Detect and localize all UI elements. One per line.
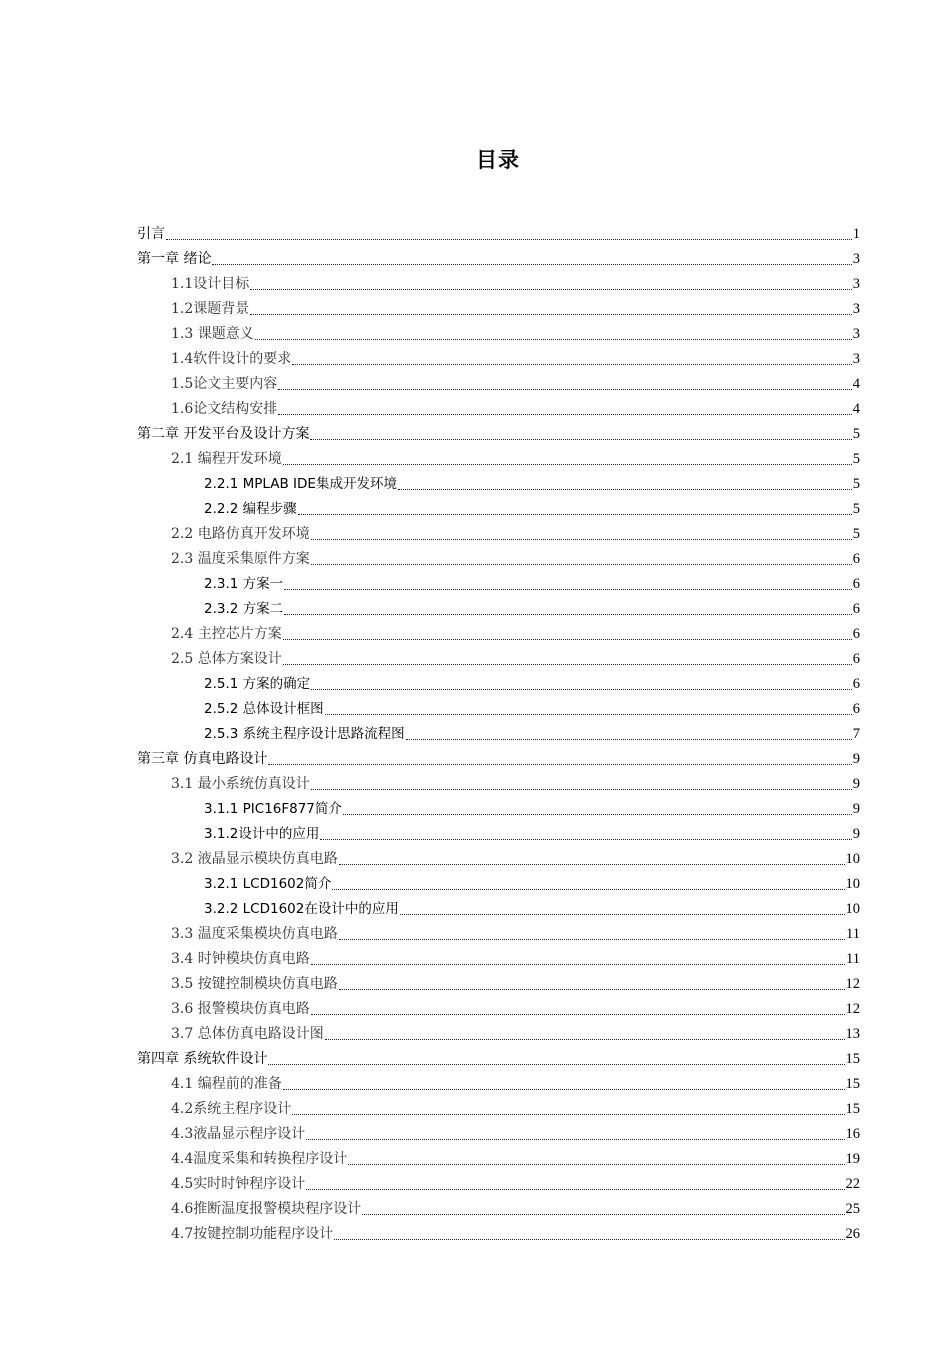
toc-entry-label: 4.2系统主程序设计 [171, 1101, 292, 1117]
dot-leader [166, 239, 852, 240]
dot-leader [310, 439, 851, 440]
dot-leader [406, 739, 852, 740]
toc-entry[interactable] [137, 347, 860, 372]
toc-entry-label: 3.1 最小系统仿真设计 [171, 776, 310, 792]
toc-entry[interactable] [137, 1197, 860, 1222]
toc-entry[interactable] [137, 897, 860, 922]
toc-entry-page-number: 5 [852, 501, 860, 517]
dot-leader [334, 1239, 844, 1240]
toc-entry-label: 4.5实时时钟程序设计 [171, 1176, 306, 1192]
toc-entry-label: 4.4温度采集和转换程序设计 [171, 1151, 348, 1167]
toc-entry-label: 第四章 系统软件设计 [137, 1051, 268, 1067]
toc-entry[interactable] [137, 1222, 860, 1247]
toc-entry-page-number: 11 [846, 926, 860, 942]
toc-entry-page-number: 6 [852, 676, 860, 692]
dot-leader [283, 1089, 845, 1090]
dot-leader [332, 889, 844, 890]
dot-leader [311, 564, 852, 565]
toc-entry[interactable] [137, 997, 860, 1022]
dot-leader [311, 689, 852, 690]
toc-entry-page-number: 9 [852, 751, 860, 767]
toc-entry[interactable] [137, 822, 860, 847]
dot-leader [311, 789, 852, 790]
dot-leader [284, 589, 852, 590]
toc-entry[interactable] [137, 247, 860, 272]
toc-entry-label: 2.2.1 MPLAB IDE集成开发环境 [204, 476, 397, 492]
dot-leader [339, 939, 845, 940]
toc-entry-page-number: 4 [852, 376, 860, 392]
toc-entry-page-number: 3 [852, 301, 860, 317]
toc-entry-label: 第一章 绪论 [137, 251, 212, 267]
dot-leader [250, 314, 851, 315]
toc-entry[interactable] [137, 847, 860, 872]
toc-entry[interactable] [137, 1147, 860, 1172]
toc-entry[interactable] [137, 747, 860, 772]
toc-entry-label: 3.4 时钟模块仿真电路 [171, 951, 310, 967]
toc-entry-page-number: 6 [852, 651, 860, 667]
toc-entry[interactable] [137, 947, 860, 972]
toc-entry-label: 2.2 电路仿真开发环境 [171, 526, 310, 542]
dot-leader [348, 1164, 844, 1165]
toc-entry[interactable] [137, 422, 860, 447]
toc-entry-page-number: 13 [845, 1026, 860, 1042]
dot-leader [292, 1114, 844, 1115]
toc-entry-label: 4.3液晶显示程序设计 [171, 1126, 306, 1142]
toc-entry-page-number: 7 [852, 726, 860, 742]
toc-entry-page-number: 10 [845, 876, 860, 892]
toc-entry[interactable] [137, 522, 860, 547]
toc-entry[interactable] [137, 922, 860, 947]
dot-leader [212, 264, 851, 265]
toc-entry[interactable] [137, 272, 860, 297]
dot-leader [362, 1214, 844, 1215]
toc-entry-page-number: 6 [852, 626, 860, 642]
dot-leader [325, 1039, 845, 1040]
dot-leader [283, 664, 852, 665]
toc-entry[interactable] [137, 797, 860, 822]
dot-leader [278, 414, 851, 415]
toc-entry-page-number: 10 [845, 901, 860, 917]
toc-entry-label: 2.5.3 系统主程序设计思路流程图 [204, 726, 405, 742]
toc-entry[interactable] [137, 1097, 860, 1122]
dot-leader [339, 989, 845, 990]
toc-entry-label: 1.6论文结构安排 [171, 401, 278, 417]
toc-entry-page-number: 9 [852, 826, 860, 842]
toc-entry[interactable] [137, 697, 860, 722]
toc-entry-label: 3.1.2设计中的应用 [204, 826, 320, 842]
toc-entry-page-number: 6 [852, 551, 860, 567]
dot-leader [339, 864, 845, 865]
toc-entry[interactable] [137, 647, 860, 672]
toc-entry-page-number: 9 [852, 776, 860, 792]
dot-leader [283, 639, 852, 640]
toc-entry-label: 3.7 总体仿真电路设计图 [171, 1026, 324, 1042]
toc-entry-label: 2.5.1 方案的确定 [204, 676, 311, 692]
dot-leader [311, 1014, 845, 1015]
toc-entry-page-number: 22 [845, 1176, 860, 1192]
toc-entry-label: 第二章 开发平台及设计方案 [137, 426, 310, 442]
toc-entry-label: 1.3 课题意义 [171, 326, 254, 342]
toc-entry-label: 4.7按键控制功能程序设计 [171, 1226, 334, 1242]
toc-entry-page-number: 12 [845, 1001, 860, 1017]
toc-entry[interactable] [137, 322, 860, 347]
toc-entry-page-number: 12 [845, 976, 860, 992]
table-of-contents [137, 222, 860, 1247]
toc-entry[interactable] [137, 872, 860, 897]
page-title: 目录 [476, 148, 520, 172]
toc-entry-page-number: 3 [852, 351, 860, 367]
toc-entry-label: 2.1 编程开发环境 [171, 451, 282, 467]
toc-entry-label: 3.2 液晶显示模块仿真电路 [171, 851, 338, 867]
dot-leader [268, 764, 851, 765]
toc-entry-label: 4.6推断温度报警模块程序设计 [171, 1201, 362, 1217]
toc-entry-page-number: 6 [852, 601, 860, 617]
dot-leader [292, 364, 851, 365]
dot-leader [320, 839, 851, 840]
toc-entry-page-number: 3 [852, 326, 860, 342]
toc-entry-page-number: 15 [845, 1051, 860, 1067]
toc-entry-page-number: 19 [845, 1151, 860, 1167]
toc-entry[interactable] [137, 772, 860, 797]
toc-entry[interactable] [137, 497, 860, 522]
toc-entry[interactable] [137, 972, 860, 997]
toc-entry-page-number: 6 [852, 701, 860, 717]
toc-entry-label: 1.2课题背景 [171, 301, 250, 317]
dot-leader [298, 514, 852, 515]
toc-entry-page-number: 15 [845, 1076, 860, 1092]
dot-leader [306, 1189, 844, 1190]
toc-entry-page-number: 3 [852, 251, 860, 267]
toc-entry[interactable] [137, 547, 860, 572]
dot-leader [400, 914, 845, 915]
toc-entry-label: 2.3.1 方案一 [204, 576, 284, 592]
dot-leader [255, 339, 852, 340]
toc-entry-label: 2.3 温度采集原件方案 [171, 551, 310, 567]
dot-leader [311, 964, 845, 965]
toc-entry-label: 2.2.2 编程步骤 [204, 501, 297, 517]
toc-entry[interactable] [137, 472, 860, 497]
toc-entry-page-number: 1 [852, 226, 860, 242]
toc-entry-page-number: 26 [845, 1226, 860, 1242]
toc-entry-page-number: 25 [845, 1201, 860, 1217]
toc-entry-label: 1.4软件设计的要求 [171, 351, 292, 367]
dot-leader [268, 1064, 844, 1065]
toc-entry-label: 3.1.1 PIC16F877简介 [204, 801, 342, 817]
dot-leader [343, 814, 852, 815]
toc-entry-page-number: 15 [845, 1101, 860, 1117]
toc-entry-page-number: 5 [852, 426, 860, 442]
dot-leader [325, 714, 852, 715]
toc-entry-label: 3.5 按键控制模块仿真电路 [171, 976, 338, 992]
dot-leader [398, 489, 852, 490]
toc-entry[interactable] [137, 297, 860, 322]
toc-entry-label: 1.1设计目标 [171, 276, 250, 292]
toc-entry[interactable] [137, 397, 860, 422]
dot-leader [306, 1139, 844, 1140]
toc-entry-label: 3.3 温度采集模块仿真电路 [171, 926, 338, 942]
toc-entry-page-number: 16 [845, 1126, 860, 1142]
toc-entry-label: 2.4 主控芯片方案 [171, 626, 282, 642]
toc-entry-label: 2.5 总体方案设计 [171, 651, 282, 667]
toc-entry-label: 第三章 仿真电路设计 [137, 751, 268, 767]
dot-leader [283, 464, 852, 465]
toc-entry-label: 3.6 报警模块仿真电路 [171, 1001, 310, 1017]
toc-entry[interactable] [137, 447, 860, 472]
dot-leader [250, 289, 851, 290]
toc-entry-label: 引言 [137, 226, 165, 242]
dot-leader [284, 614, 852, 615]
toc-entry[interactable] [137, 372, 860, 397]
toc-entry[interactable] [137, 1072, 860, 1097]
toc-entry[interactable] [137, 1022, 860, 1047]
dot-leader [311, 539, 852, 540]
toc-entry[interactable] [137, 1122, 860, 1147]
toc-entry-label: 4.1 编程前的准备 [171, 1076, 282, 1092]
toc-entry-label: 3.2.1 LCD1602简介 [204, 876, 332, 892]
toc-entry-page-number: 10 [845, 851, 860, 867]
dot-leader [278, 389, 851, 390]
toc-entry-page-number: 6 [852, 576, 860, 592]
toc-entry[interactable] [137, 1047, 860, 1072]
toc-entry-page-number: 5 [852, 451, 860, 467]
toc-entry-page-number: 4 [852, 401, 860, 417]
toc-entry[interactable] [137, 222, 860, 247]
toc-entry[interactable] [137, 1172, 860, 1197]
toc-entry-page-number: 5 [852, 526, 860, 542]
toc-entry[interactable] [137, 572, 860, 597]
toc-entry-page-number: 11 [846, 951, 860, 967]
toc-entry[interactable] [137, 597, 860, 622]
toc-entry-page-number: 5 [852, 476, 860, 492]
toc-entry-label: 2.3.2 方案二 [204, 601, 284, 617]
toc-entry[interactable] [137, 722, 860, 747]
toc-entry[interactable] [137, 672, 860, 697]
toc-entry[interactable] [137, 622, 860, 647]
toc-entry-label: 3.2.2 LCD1602在设计中的应用 [204, 901, 399, 917]
toc-entry-page-number: 9 [852, 801, 860, 817]
toc-entry-page-number: 3 [852, 276, 860, 292]
toc-entry-label: 2.5.2 总体设计框图 [204, 701, 324, 717]
toc-entry-label: 1.5论文主要内容 [171, 376, 278, 392]
